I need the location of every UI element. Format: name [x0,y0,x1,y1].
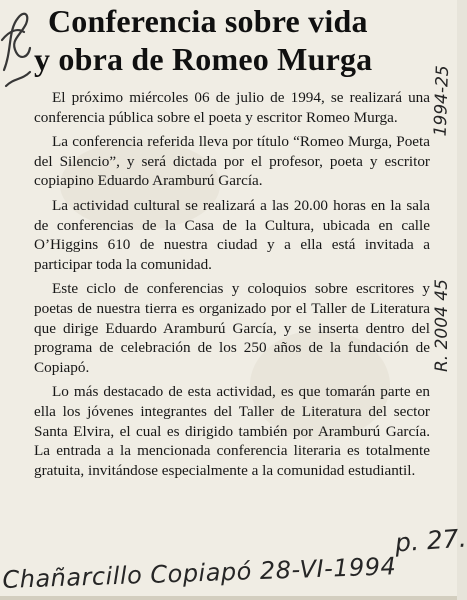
handwritten-page-number: p. 27. [394,523,467,558]
handwritten-margin-note: R. 2004 45 [432,279,452,372]
handwritten-source-annotation: Chañarcillo Copiapó 28-VI-1994 [2,552,397,594]
handwritten-margin-date: 1994-25 [430,64,454,137]
headline-line-2: y obra de Romeo Murga [34,41,373,77]
article-headline [34,2,434,78]
bottom-edge [0,596,457,600]
article-paragraph: Este ciclo de conferencias y coloquios sobre escritores y poetas de nuestra tierra es organizado por el Taller de Literatura que dirige Eduardo Aramburú García, y se inserta dentro del programa de celebración de los 250 años de la fundación de Copiapó. [34,280,430,376]
article-paragraph: Lo más destacado de esta actividad, es que tomarán parte en ella los jóvenes integrantes del Taller de Literatura del sector Santa Elvira, el cual es dirigido también por Aramburú García. La entrada a la mencionada conferencia literaria es totalmente gratuita, invitándose especialmente a la comunidad estudiantil. [34,383,430,479]
article-paragraph: La conferencia referida lleva por título “Romeo Murga, Poeta del Silencio”, y será dictada por el profesor, poeta y escritor copiapino Eduardo Aramburú García. [34,133,430,190]
article-paragraph: La actividad cultural se realizará a las 20.00 horas en la sala de conferencias de la Casa de la Cultura, ubicada en calle O’Higgins 610 de nuestra ciudad y a ella está invitada a participar toda la comunidad. [34,196,430,273]
article-paragraph: El próximo miércoles 06 de julio de 1994, se realizará una conferencia pública sobre el poeta y escritor Romeo Murga. [34,89,430,126]
headline-line-1: Conferencia sobre vida [48,3,368,39]
article-body [34,88,430,485]
